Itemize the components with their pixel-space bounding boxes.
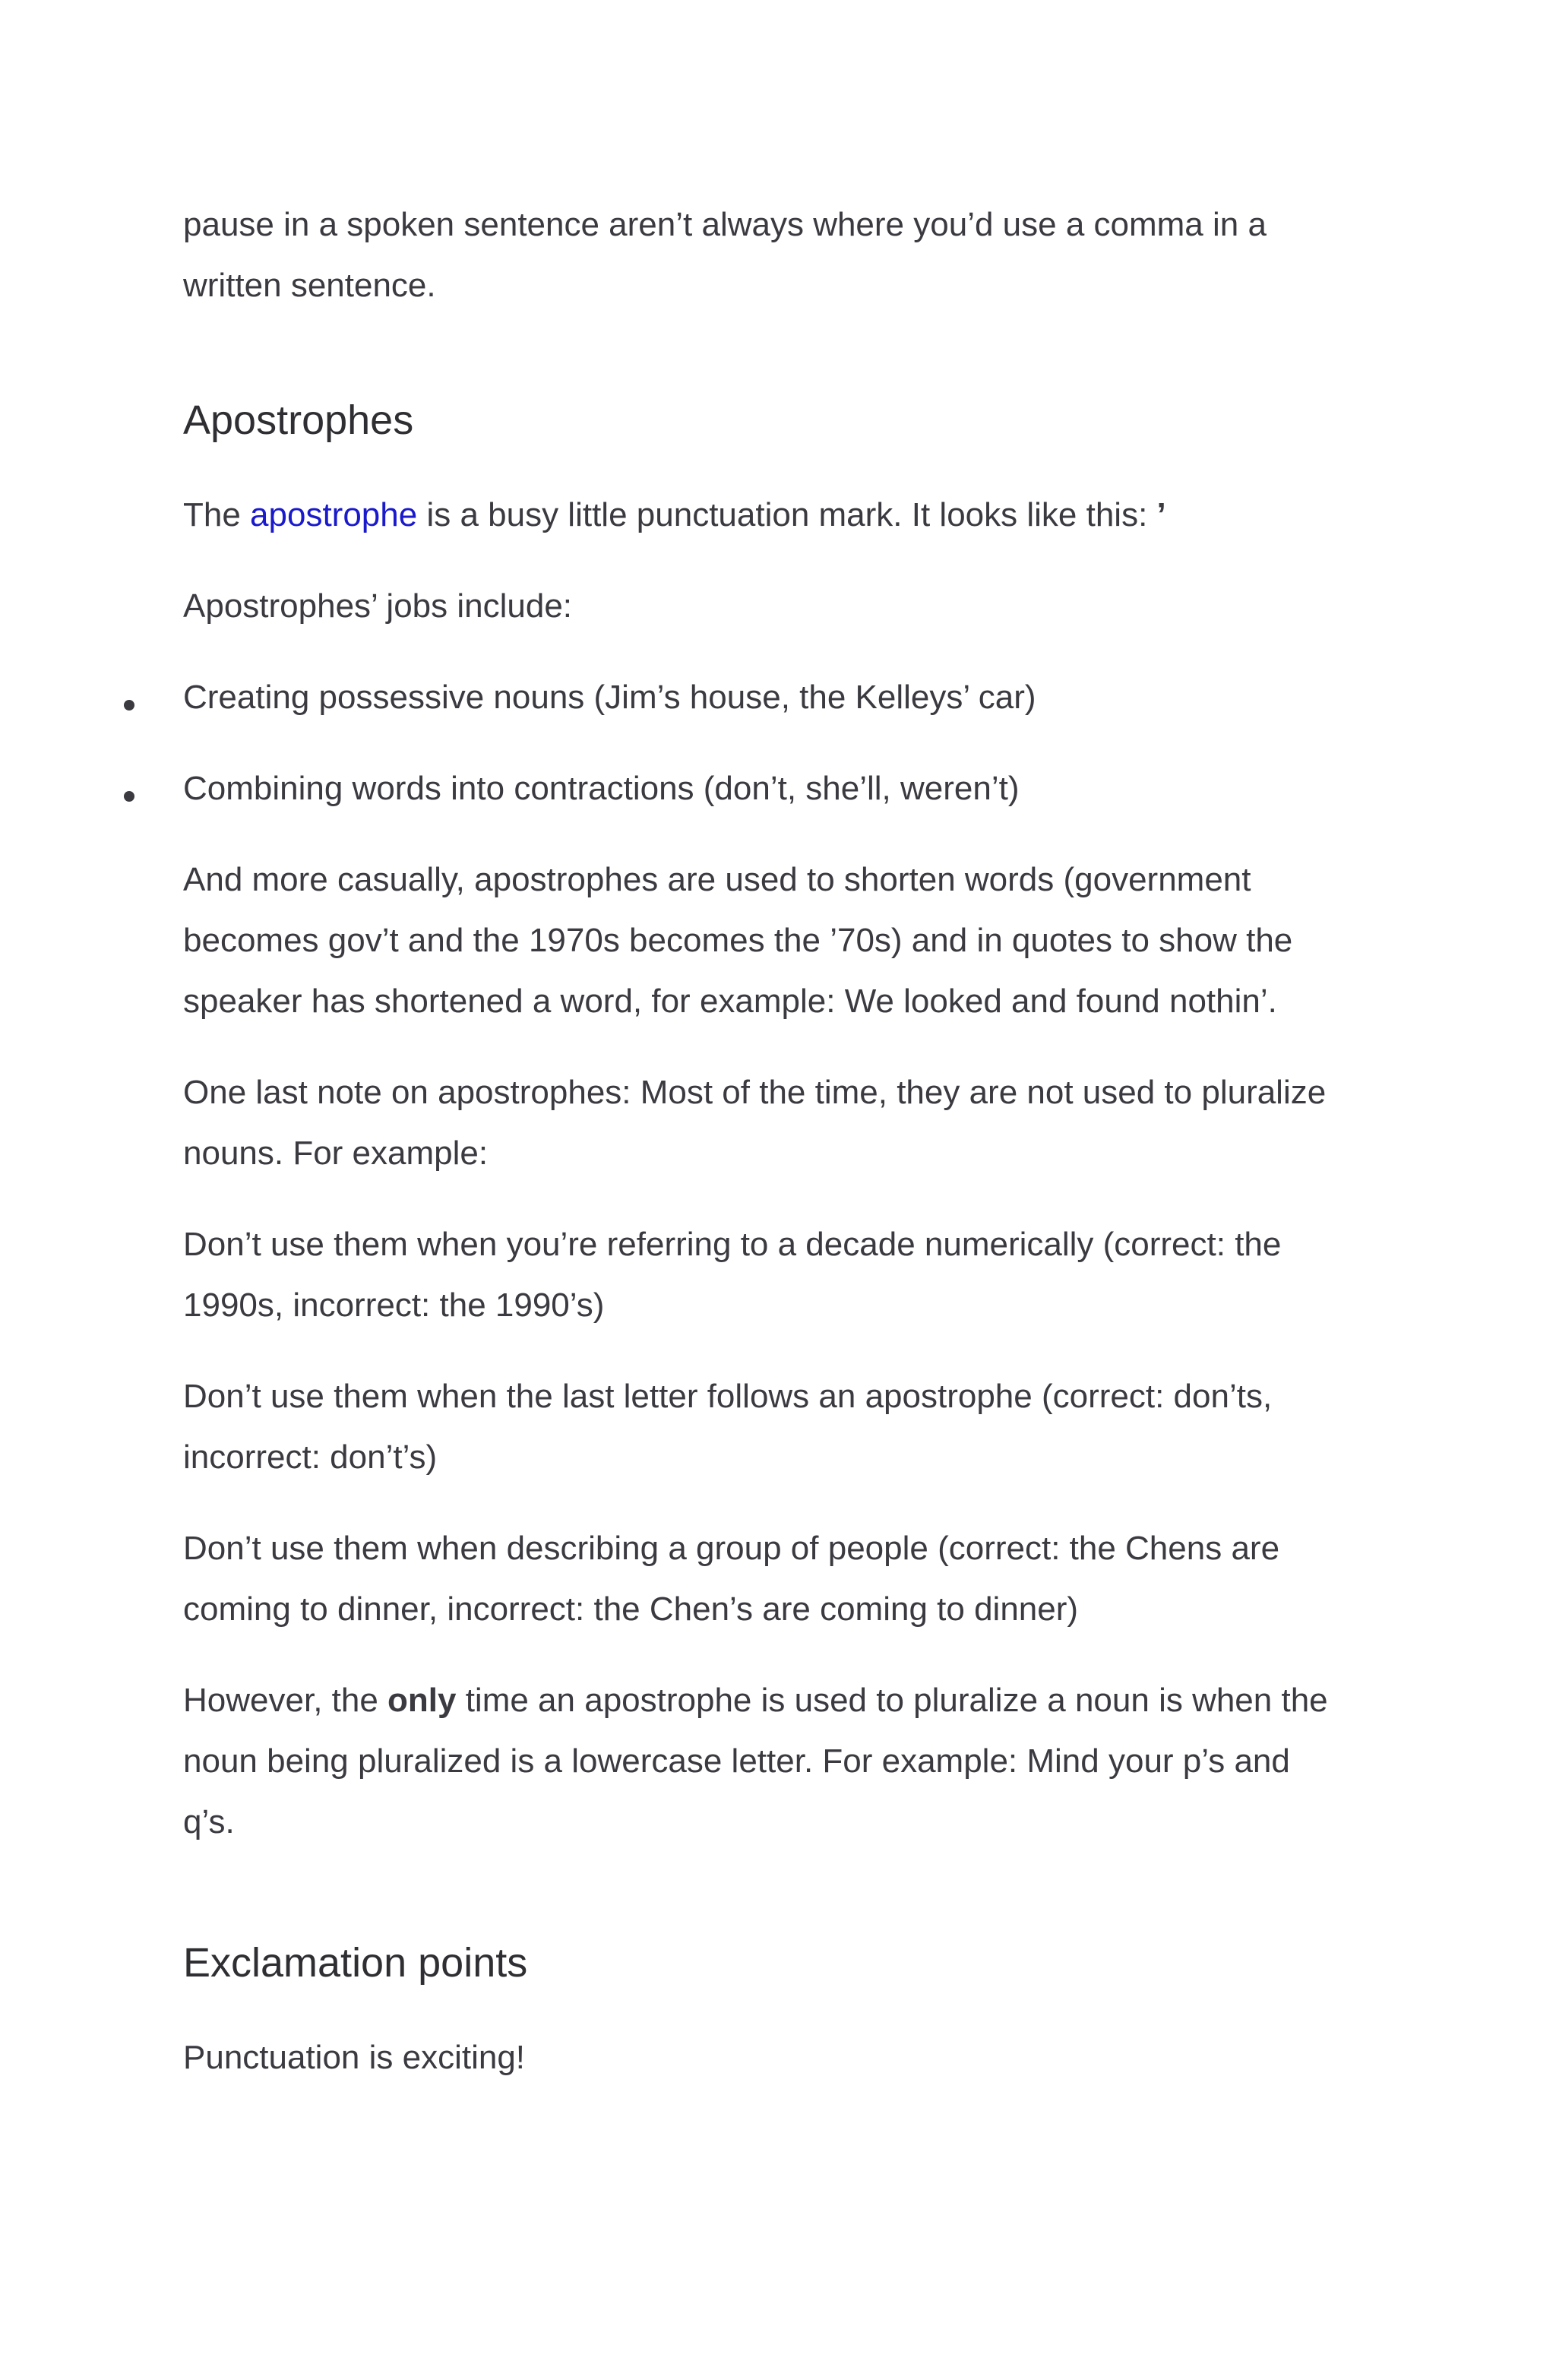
paragraph-line: 1990s, incorrect: the 1990’s) (183, 1287, 605, 1324)
intro-text: The (183, 496, 251, 533)
apostrophe-intro (183, 495, 1166, 535)
paragraph-line: becomes gov’t and the 1970s becomes the ’70s) and in quotes to show the (183, 922, 1293, 959)
paragraph-line: coming to dinner, incorrect: the Chen’s are coming to dinner) (183, 1590, 1079, 1628)
paragraph-line: Don’t use them when the last letter follows an apostrophe (correct: don’ts, (183, 1378, 1273, 1415)
list-item (183, 678, 1036, 717)
paragraph-line (183, 1681, 1328, 1720)
apostrophe-mark: ’ (1156, 496, 1166, 533)
apostrophe-link[interactable]: apostrophe (250, 496, 418, 533)
paragraph-line: noun being pluralized is a lowercase letter. For example: Mind your p’s and (183, 1742, 1290, 1780)
paragraph-text: However, the (183, 1682, 388, 1719)
list-item-text: Combining words into contractions (don’t, she’ll, weren’t) (183, 770, 1020, 807)
bullet-icon (124, 700, 134, 711)
paragraph-line: speaker has shortened a word, for example: We looked and found nothin’. (183, 983, 1277, 1020)
section-heading-apostrophes: Apostrophes (183, 397, 414, 443)
bullet-icon (124, 791, 134, 802)
list-item-text: Creating possessive nouns (Jim’s house, the Kelleys’ car) (183, 679, 1036, 716)
paragraph-line: And more casually, apostrophes are used to shorten words (government (183, 861, 1251, 898)
section-heading-exclamation-points: Exclamation points (183, 1940, 528, 1986)
emphasis-only: only (387, 1682, 457, 1719)
paragraph-line: incorrect: don’t’s) (183, 1438, 438, 1476)
jobs-label: Apostrophes’ jobs include: (183, 587, 573, 625)
list-item (183, 769, 1020, 809)
paragraph-line: pause in a spoken sentence aren’t always where you’d use a comma in a (183, 206, 1267, 243)
paragraph-line: nouns. For example: (183, 1135, 489, 1172)
paragraph-line: Don’t use them when describing a group of people (correct: the Chens are (183, 1530, 1280, 1567)
paragraph-line: One last note on apostrophes: Most of the time, they are not used to pluralize (183, 1074, 1327, 1111)
paragraph-line: q’s. (183, 1803, 235, 1840)
intro-text: is a busy little punctuation mark. It looks like this: (417, 496, 1157, 533)
paragraph-line: Punctuation is exciting! (183, 2039, 526, 2076)
paragraph-line: written sentence. (183, 267, 436, 304)
paragraph-line: Don’t use them when you’re referring to a decade numerically (correct: the (183, 1226, 1282, 1263)
paragraph-text: time an apostrophe is used to pluralize a noun is when the (456, 1682, 1328, 1719)
